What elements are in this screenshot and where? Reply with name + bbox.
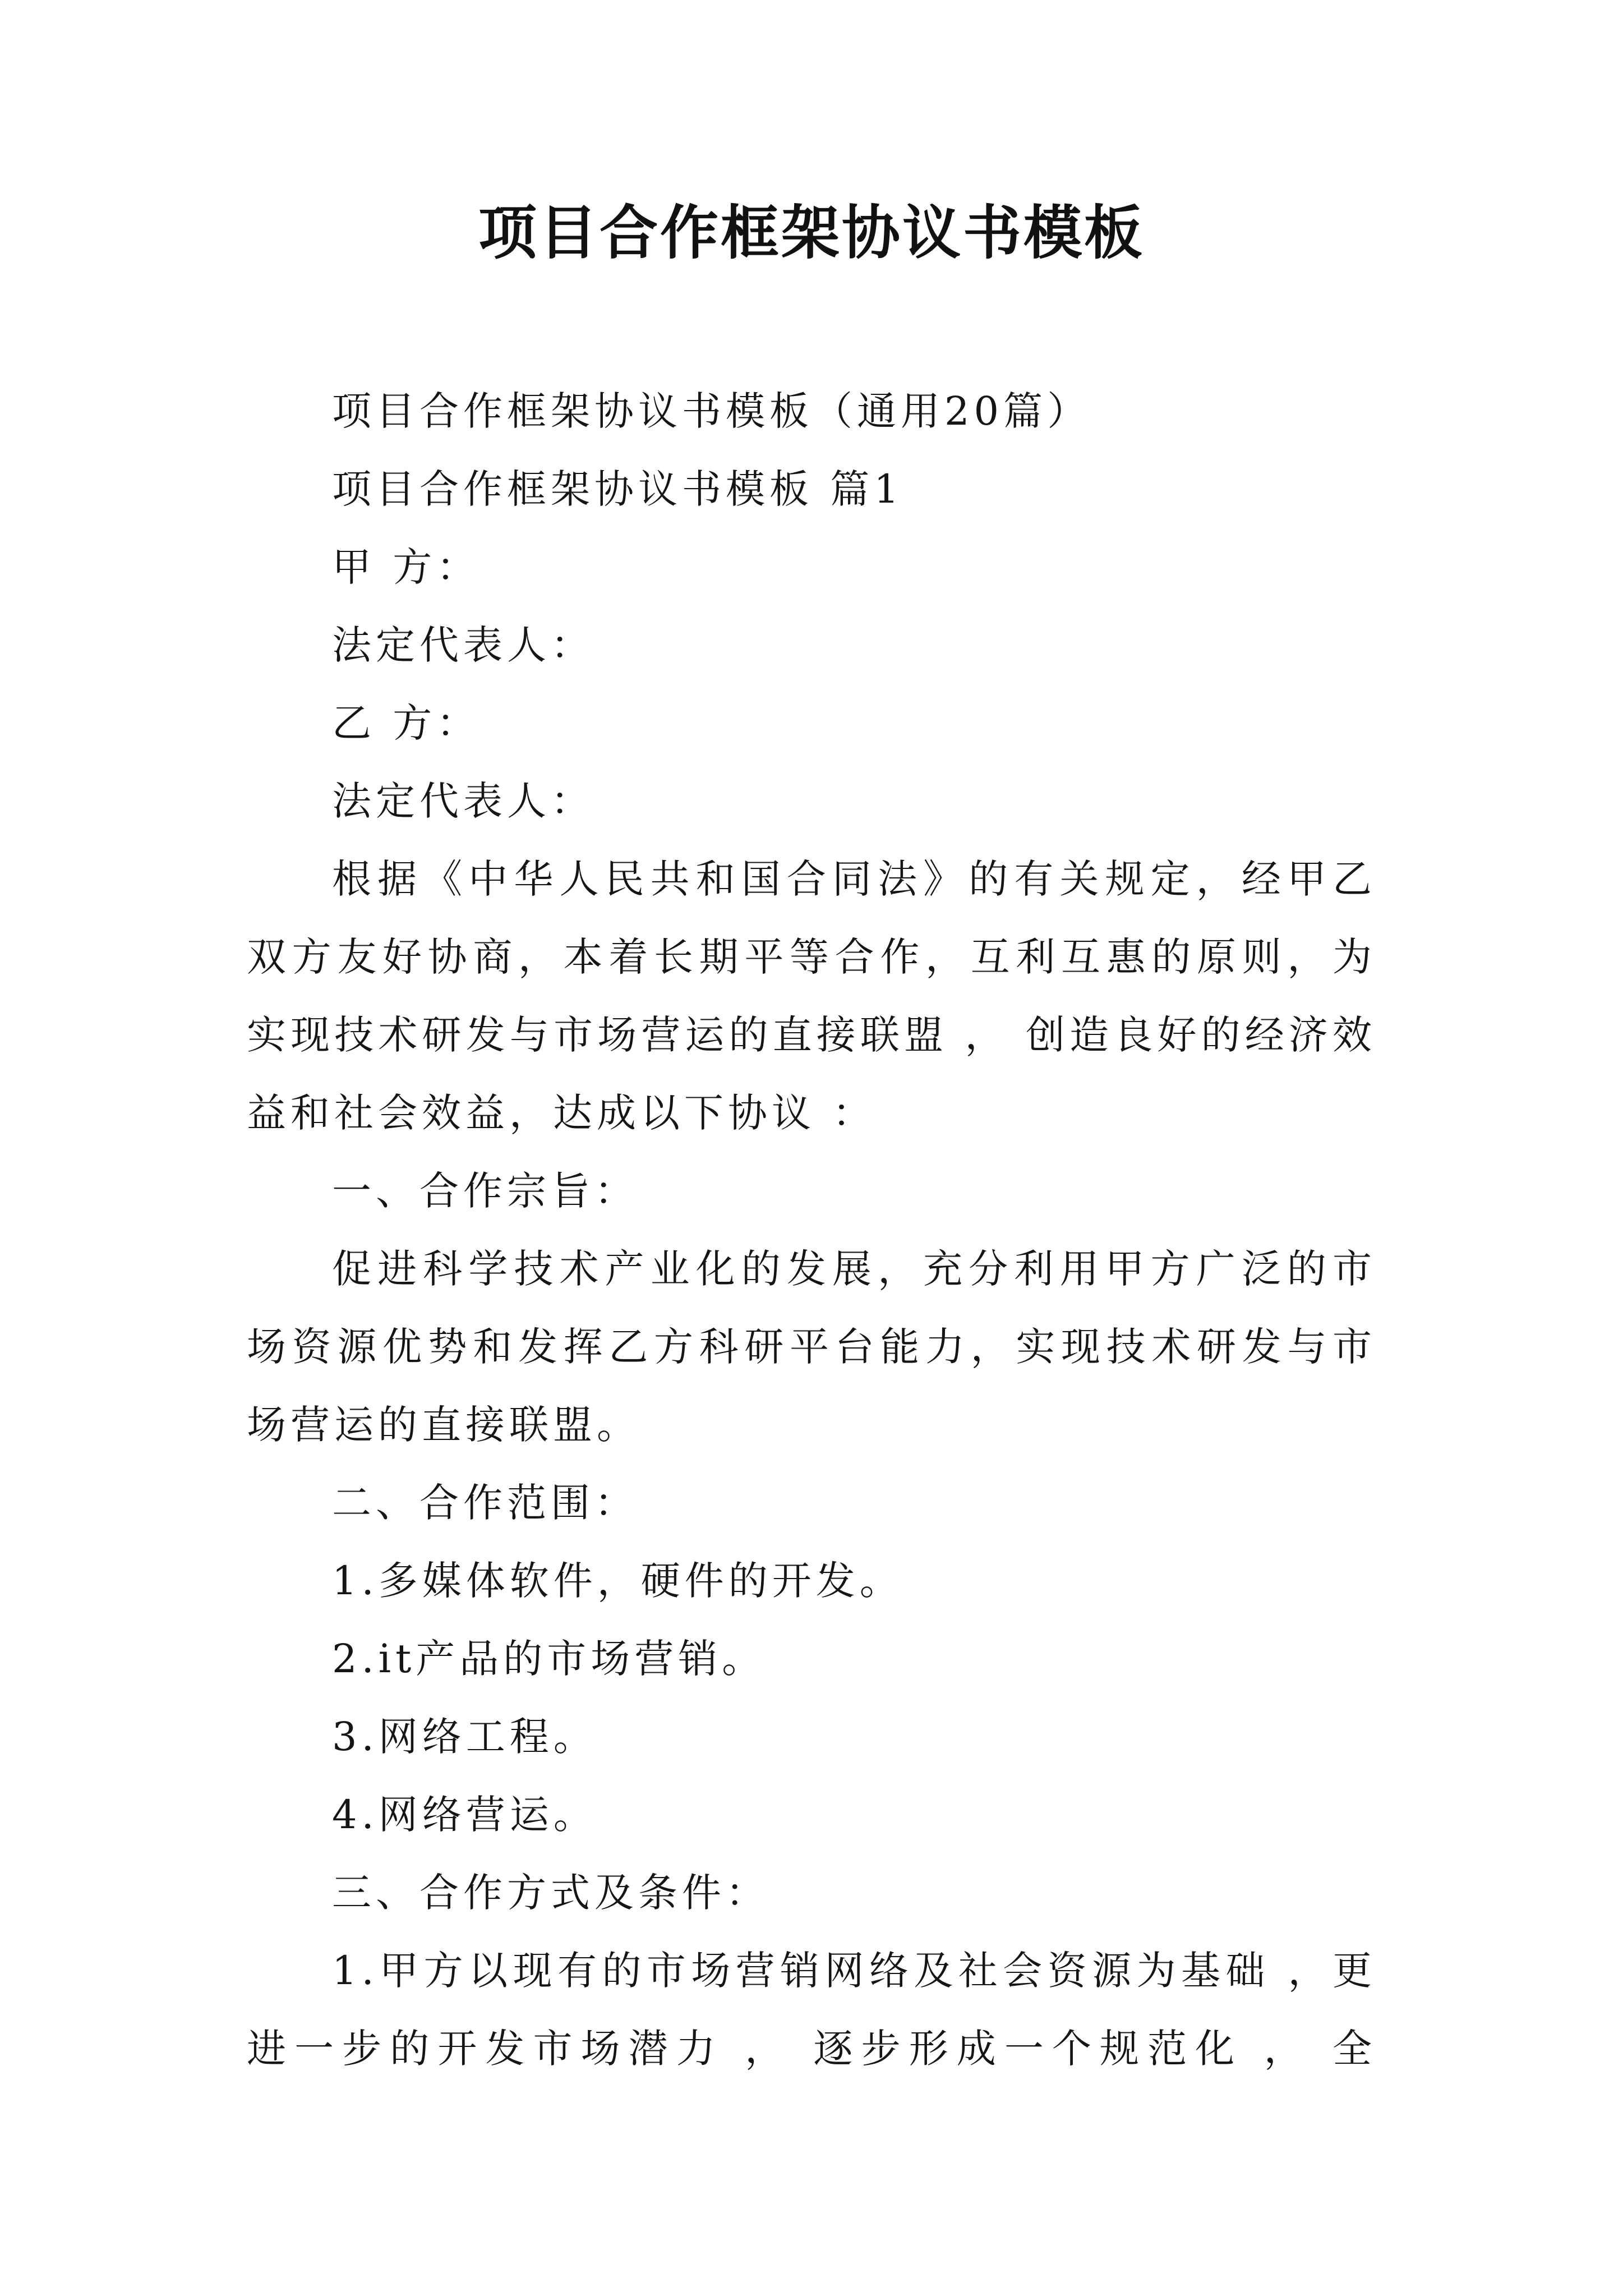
- paragraph-scope-item-2: 2.it产品的市场营销。: [332, 1636, 766, 1682]
- paragraph-heading-method: 三、合作方式及条件：: [332, 1870, 769, 1916]
- paragraph-subtitle: 项目合作框架协议书模板（通用20篇）: [332, 388, 1091, 434]
- paragraph-scope-item-1: 1.多媒体软件，硬件的开发。: [332, 1558, 903, 1604]
- paragraph-purpose: 促进科学技术产业化的发展，充分利用甲方广泛的市场资源优势和发挥乙方科研平台能力，实现技术研发与市场营运的直接联盟。: [247, 1246, 1376, 1448]
- paragraph-heading-purpose: 一、合作宗旨：: [332, 1168, 638, 1214]
- document-body: [247, 372, 1376, 2088]
- paragraph-scope-item-3: 3.网络工程。: [332, 1714, 597, 1760]
- paragraph-heading-scope: 二、合作范围：: [332, 1480, 638, 1526]
- paragraph-party-b: 乙 方：: [332, 700, 481, 746]
- document-title: 项目合作框架协议书模板: [478, 198, 1145, 267]
- paragraph-section-heading: 项目合作框架协议书模板 篇1: [332, 466, 903, 512]
- paragraph-method-item-1: 1.甲方以现有的市场营销网络及社会资源为基础 ，更进一步的开发市场潜力 ， 逐步形成一个规范化 ， 全: [247, 1948, 1376, 2072]
- paragraph-scope-item-4: 4.网络营运。: [332, 1792, 597, 1838]
- paragraph-party-b-representative: 法定代表人：: [332, 778, 594, 824]
- paragraph-party-a-representative: 法定代表人：: [332, 622, 594, 668]
- paragraph-party-a: 甲 方：: [332, 544, 481, 590]
- paragraph-preamble: 根据《中华人民共和国合同法》的有关规定，经甲乙双方友好协商，本着长期平等合作，互利互惠的原则，为实现技术研发与市场营运的直接联盟 ， 创造良好的经济效益和社会效益，达成以下协议 ：: [247, 856, 1376, 1136]
